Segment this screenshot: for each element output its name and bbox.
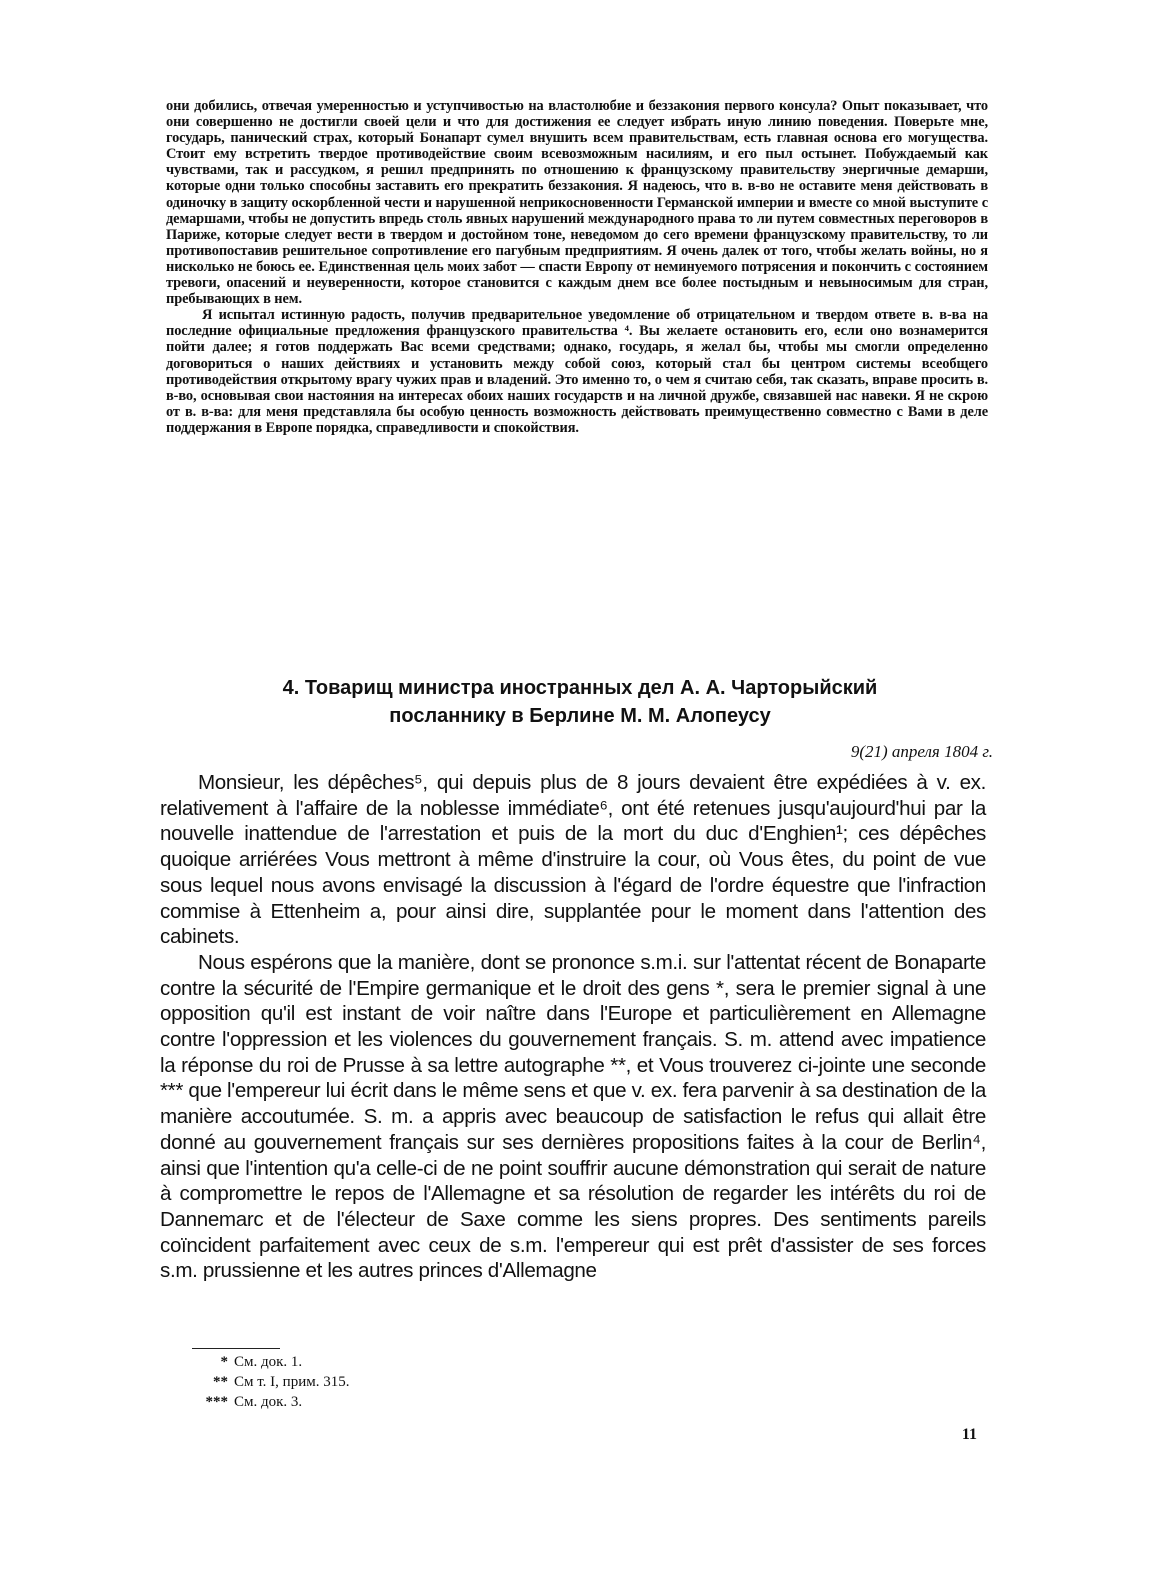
footnote-text: См. док. 3.	[234, 1394, 303, 1410]
russian-paragraph-1: они добились, отвечая умеренностью и уступчивостью на властолюбие и беззакония первого консула? Опыт показывает, что они совершенно не достигли своей цели и что для достижения ее следует избрать иную линию поведения. Поверьте мне, государь, панический страх, который Бонапарт сумел внушить всем правительствам, есть главная основа его могущества. Стоит ему встретить твердое противодействие своим всевозможным насилиям, и его пыл остынет. Побуждаемый как чувствами, так и рассудком, я решил предпринять по отношению к французскому правительству энергичные демарши, которые одни только способны заставить его прекратить беззакония. Я надеюсь, что в. в-во не оставите меня действовать в одиночку в защиту оскорбленной чести и нарушенной неприкосновенности Германской империи и вместе со мной выступите с демаршами, чтобы не допустить впредь столь явных нарушений международного права то ли путем совместных переговоров в Париже, которые следует вести в твердом и достойном тоне, неведомом до сего времени французскому правительству, то ли противопоставив решительное сопротивление его пагубным предприятиям. Я очень далек от того, чтобы желать войны, но я нисколько не боюсь ее. Единственная цель моих забот — спасти Европу от неминуемого потрясения и покончить с состоянием тревоги, опасений и неуверенности, которое становится с каждым днем все более постыдным и невыносимым для стран, пребывающих в нем.	[166, 98, 988, 308]
document-date: 9(21) апреля 1804 г.	[850, 742, 993, 761]
french-paragraph-2: Nous espérons que la manière, dont se prononce s.m.i. sur l'attentat récent de Bonaparte contre la sécurité de l'Empire germanique et le droit des gens *, sera le premier signal à une opposition qu'il est instant de voir naître dans l'Europe et particulièrement en Allemagne contre l'oppression et les violences du gouvernement français. S. m. attend avec impatience la réponse du roi de Prusse à sa lettre autographe **, et Vous trouverez ci-jointe une seconde *** que l'empereur lui écrit dans le même sens et que v. ex. fera parvenir à sa destination de la manière accoutumée. S. m. a appris avec beaucoup de satisfaction le refus qui allait être donné au gouvernement français sur ses dernières propositions faites à la cour de Berlin⁴, ainsi que l'intention qu'a celle-ci de ne point souffrir aucune démonstration qui serait de nature à compromettre le repos de l'Allemagne et sa résolution de regarder les intérêts du roi de Dannemarc et de l'électeur de Saxe comme les siens propres. Des sentiments pareils coïncident parfaitement avec ceux de s.m. l'empereur qui est prêt d'assister de ses forces s.m. prussienne et les autres princes d'Allemagne	[160, 950, 986, 1283]
heading-line-1: 4. Товарищ министра иностранных дел А. А. Чарторыйский	[282, 677, 878, 699]
footnote-mark: ***	[205, 1394, 228, 1410]
footnote-item	[188, 1352, 588, 1372]
footnotes	[188, 1352, 588, 1412]
heading-line-2: посланнику в Берлине М. М. Алопеусу	[389, 705, 771, 727]
footnote-mark: **	[213, 1374, 228, 1390]
page-number: 11	[961, 1426, 977, 1443]
footnote-item	[188, 1392, 588, 1412]
russian-paragraph-2: Я испытал истинную радость, получив предварительное уведомление об отрицательном и твердом ответе в. в-ва на последние официальные предложения французского правительства ⁴. Вы желаете остановить его, если оно вознамерится пойти далее; я готов поддержать Вас всеми средствами; однако, государь, я желал бы, чтобы мы смогли определенно договориться о наших действиях и установить между собой союз, который стал бы центром системы всеобщего противодействия открытому врагу чужих прав и владений. Это именно то, о чем я считаю себя, так сказать, вправе просить в. в-во, основывая свои настояния на интересах обоих наших государств и на личной дружбе, связавшей нас навеки. Я не скрою от в. в-ва: для меня представляла бы особую ценность возможность действовать преимущественно совместно с Вами в деле поддержания в Европе порядка, справедливости и спокойствия.	[166, 307, 988, 436]
french-paragraph-1: Monsieur, les dépêches⁵, qui depuis plus de 8 jours devaient être expédiées à v. ex. relativement à l'affaire de la noblesse immédiate⁶, ont été retenues jusqu'aujourd'hui par la nouvelle inattendue de l'arrestation et puis de la mort du duc d'Enghien¹; ces dépêches quoique arriérées Vous mettront à même d'instruire la cour, où Vous êtes, du point de vue sous lequel nous avons envisagé la discussion à l'égard de l'ordre équestre que l'infraction commise à Ettenheim a, pour ainsi dire, supplantée pour le moment dans l'attention des cabinets.	[160, 771, 986, 949]
footnote-divider	[192, 1348, 280, 1349]
footnote-item	[188, 1372, 588, 1392]
french-text-block	[160, 770, 986, 1284]
footnote-text: См т. I, прим. 315.	[234, 1374, 350, 1390]
footnote-mark: *	[220, 1354, 228, 1370]
footnote-text: См. док. 1.	[234, 1354, 303, 1370]
russian-text-block	[166, 98, 988, 436]
document-heading	[160, 674, 1000, 730]
